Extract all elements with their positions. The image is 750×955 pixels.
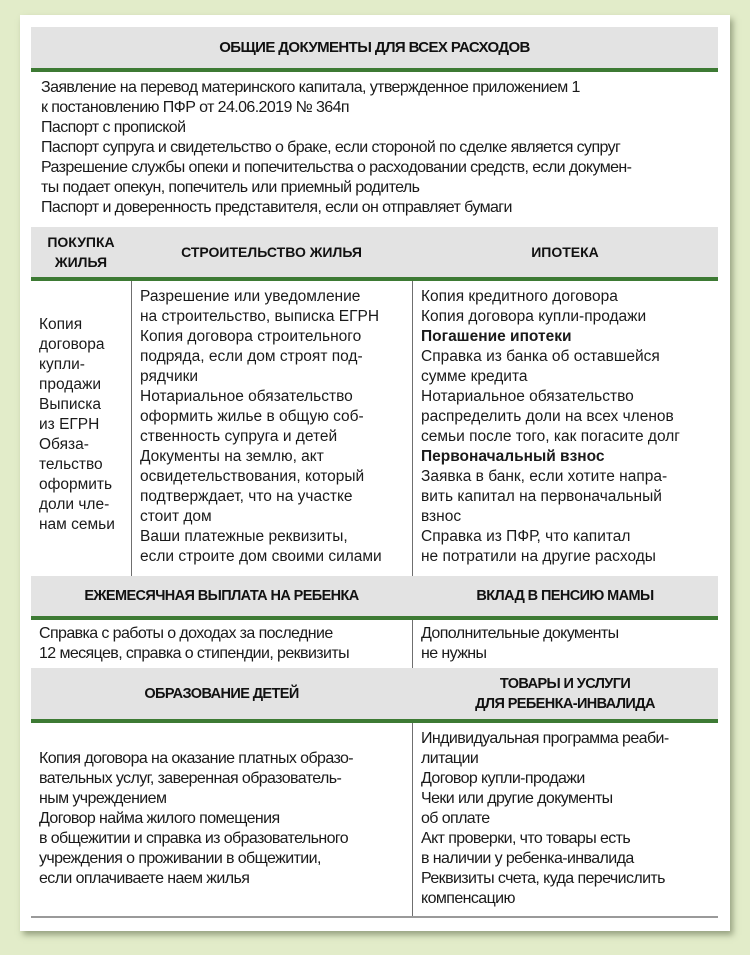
- purchase-line: договора: [39, 336, 105, 353]
- mortgage-line: вить капитал на первоначальный: [421, 488, 662, 505]
- construction-line: подтверждает, что на участке: [140, 488, 353, 505]
- construction-line: если строите дом своими силами: [140, 548, 382, 565]
- mortgage-line: не потратили на другие расходы: [421, 548, 656, 565]
- construction-line: Разрешение или уведомление: [140, 288, 361, 305]
- mortgage-line: распределить доли на всех членов: [421, 408, 674, 425]
- pension-cell: [412, 620, 718, 668]
- purchase-line: Обяза-: [39, 436, 89, 453]
- general-line: ты подает опекун, попечитель или приемный родитель: [41, 179, 420, 196]
- construction-line: подряда, если дом строят под-: [140, 348, 363, 365]
- general-title: ОБЩИЕ ДОКУМЕНТЫ ДЛЯ ВСЕХ РАСХОДОВ: [219, 38, 530, 56]
- mortgage-line: Справка из ПФР, что капитал: [421, 528, 631, 545]
- construction-line: оформить жилье в общую соб-: [140, 408, 364, 425]
- mortgage-cell: [412, 281, 718, 576]
- mortgage-line: взнос: [421, 508, 462, 525]
- general-line: Паспорт и доверенность представителя, если он отправляет бумаги: [41, 199, 512, 216]
- purchase-line: Выписка: [39, 396, 102, 413]
- document-card: [20, 15, 730, 931]
- education-disabled-body: [31, 723, 718, 918]
- purchase-line: доли чле-: [39, 496, 110, 513]
- education-line: Договор найма жилого помещения: [39, 810, 280, 827]
- construction-line: ственность супруга и детей: [140, 428, 338, 445]
- housing-body: [31, 281, 718, 576]
- purchase-line: тельство: [39, 456, 103, 473]
- education-disabled-header: [31, 668, 718, 723]
- disabled-child-line: компенсацию: [421, 890, 515, 907]
- disabled-child-title: [412, 668, 718, 719]
- mortgage-line: Справка из банка об оставшейся: [421, 348, 660, 365]
- documents-table: [31, 27, 718, 918]
- housing-header: [31, 227, 718, 281]
- monthly-title: ЕЖЕМЕСЯЧНАЯ ВЫПЛАТА НА РЕБЕНКА: [84, 588, 359, 604]
- construction-title: СТРОИТЕЛЬСТВО ЖИЛЬЯ: [181, 244, 362, 260]
- disabled-child-line: Договор купли-продажи: [421, 770, 585, 787]
- disabled-child-cell: [412, 723, 718, 916]
- disabled-child-line: Индивидуальная программа реаби-: [421, 730, 669, 747]
- purchase-title: [31, 227, 131, 277]
- monthly-line: 12 месяцев, справка о стипендии, реквизиты: [39, 645, 349, 662]
- education-line: учреждения о проживании в общежитии,: [39, 850, 321, 867]
- general-line: Заявление на перевод материнского капитала, утвержденное приложением 1: [41, 79, 580, 96]
- monthly-cell: [31, 620, 412, 668]
- mortgage-title: ИПОТЕКА: [531, 244, 599, 260]
- purchase-line: продажи: [39, 376, 101, 393]
- mortgage-line: Заявка в банк, если хотите напра-: [421, 468, 668, 485]
- purchase-title-line: ЖИЛЬЯ: [54, 254, 108, 270]
- mortgage-line: семьи после того, как погасите долг: [421, 428, 680, 445]
- disabled-child-line: Реквизиты счета, куда перечислить: [421, 870, 665, 887]
- education-line: Копия договора на оказание платных образо-: [39, 750, 354, 767]
- purchase-cell: [31, 281, 131, 576]
- education-title: ОБРАЗОВАНИЕ ДЕТЕЙ: [144, 685, 299, 702]
- construction-line: Документы на землю, акт: [140, 448, 324, 465]
- disabled-child-line: в наличии у ребенка-инвалида: [421, 850, 634, 867]
- purchase-line: Копия: [39, 316, 83, 333]
- purchase-line: купли-: [39, 356, 85, 373]
- construction-line: стоит дом: [140, 508, 212, 525]
- disabled-child-line: Чеки или другие документы: [421, 790, 613, 807]
- disabled-child-line: литации: [421, 750, 479, 767]
- general-header: [31, 27, 718, 72]
- monthly-line: Справка с работы о доходах за последние: [39, 625, 333, 642]
- mortgage-line: Копия договора купли-продажи: [421, 308, 647, 325]
- general-line: Разрешение службы опеки и попечительства о расходовании средств, если докумен-: [41, 159, 632, 176]
- construction-line: Нотариальное обязательство: [140, 388, 353, 405]
- monthly-pension-body: [31, 620, 718, 668]
- construction-line: Копия договора строительного: [140, 328, 362, 345]
- pension-line: Дополнительные документы: [421, 625, 619, 642]
- purchase-line: оформить: [39, 476, 113, 493]
- construction-cell: [131, 281, 412, 576]
- general-line: к постановлению ПФР от 24.06.2019 № 364п: [41, 99, 349, 116]
- education-line: вательных услуг, заверенная образователь-: [39, 770, 342, 787]
- purchase-line: из ЕГРН: [39, 416, 100, 433]
- mortgage-subheading: Погашение ипотеки: [421, 328, 572, 345]
- disabled-child-line: Акт проверки, что товары есть: [421, 830, 631, 847]
- monthly-pension-header: [31, 576, 718, 620]
- mortgage-subheading: Первоначальный взнос: [421, 448, 605, 465]
- purchase-title-line: ПОКУПКА: [47, 234, 115, 250]
- general-body: [31, 72, 718, 227]
- mortgage-line: Копия кредитного договора: [421, 288, 618, 305]
- purchase-line: нам семьи: [39, 516, 115, 533]
- disabled-child-line: об оплате: [421, 810, 490, 827]
- mortgage-line: сумме кредита: [421, 368, 528, 385]
- education-line: ным учреждением: [39, 790, 167, 807]
- construction-line: рядчики: [140, 368, 199, 385]
- general-line: Паспорт с пропиской: [41, 119, 186, 136]
- pension-line: не нужны: [421, 645, 487, 662]
- mortgage-line: Нотариальное обязательство: [421, 388, 634, 405]
- education-line: если оплачиваете наем жилья: [39, 870, 250, 887]
- disabled-child-title-line: ДЛЯ РЕБЕНКА-ИНВАЛИДА: [475, 695, 655, 712]
- construction-line: на строительство, выписка ЕГРН: [140, 308, 380, 325]
- construction-line: освидетельствования, который: [140, 468, 365, 485]
- pension-title: ВКЛАД В ПЕНСИЮ МАМЫ: [476, 588, 654, 604]
- disabled-child-title-line: ТОВАРЫ И УСЛУГИ: [499, 675, 631, 692]
- general-line: Паспорт супруга и свидетельство о браке, если стороной по сделке является супруг: [41, 139, 621, 156]
- construction-line: Ваши платежные реквизиты,: [140, 528, 348, 545]
- education-line: в общежитии и справка из образовательного: [39, 830, 349, 847]
- education-cell: [31, 723, 412, 916]
